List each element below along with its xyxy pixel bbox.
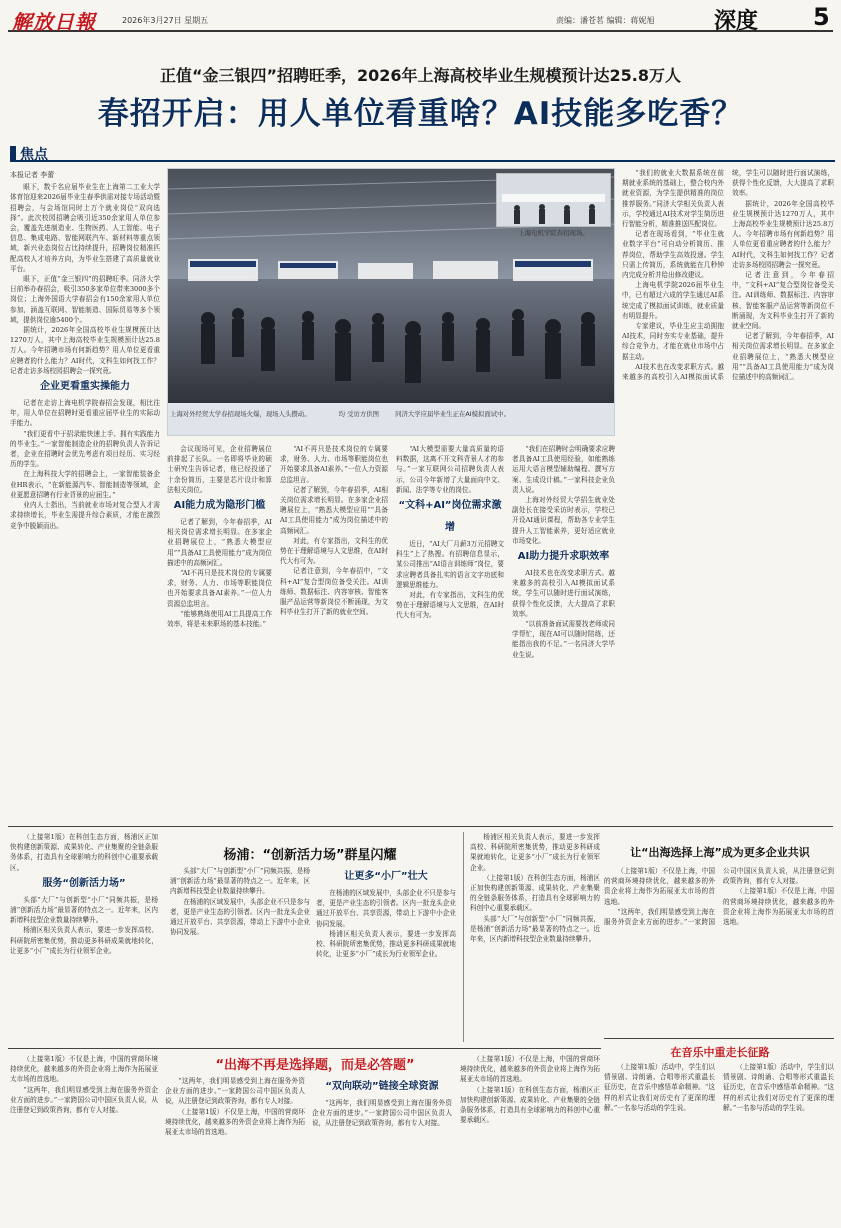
newspaper-logo: 解放日報 xyxy=(12,10,96,34)
lower-column-5 xyxy=(604,866,834,1038)
paragraph: “AI不再只是技术岗位的专属要求，财务、人力、市场等职能岗位也开始要求具备AI素养。”一位人力资源总监坦言。 xyxy=(167,569,272,608)
paragraph: 记者了解到，今年春招季，AI相关岗位需求增长明显。在多家企业招聘展位上，“熟悉大模型应用”“具备AI工具使用能力”成为岗位描述中的高频词汇。 xyxy=(167,518,272,567)
paragraph: 眼下，正值“金三银四”的招聘旺季。同济大学日前举办春招会，吸引350多家单位带来3000多个岗位；上海外国语大学春招会有150余家用人单位参加，涵盖互联网、智能制造、国际贸易等多个领域，提供岗位逾5400个。 xyxy=(10,275,160,324)
shanghai-overseas-headline: 让“出海选择上海”成为更多企业共识 xyxy=(630,846,810,859)
lower-divider xyxy=(8,1048,601,1049)
paragraph: “以前准备面试需要找老师或同学帮忙，现在AI可以随时陪练，还能指出我的不足。”一名同济大学毕业生说。 xyxy=(512,620,615,659)
paragraph: 记者在现场看到，“毕业生就业数字平台”可自动分析简历、推荐岗位，帮助学生高效投递。学生只需上传简历，系统就能在几秒钟内完成分析并给出修改建议。 xyxy=(622,230,724,280)
paragraph: 专家建议，毕业生应主动拥抱AI技术，同时夯实专业基础，提升综合竞争力，才能在就业市场中占据主动。 xyxy=(622,322,724,361)
paragraph: “我们更看中于招录能快速上手、拥有实践能力的毕业生。”一家智能制造企业的招聘负责人告诉记者，企业在招聘时会优先考虑有项目经历、实习经历的学生。 xyxy=(10,429,160,469)
paragraph: 上海电机学院2026届毕业生中，已有超过六成的学生通过AI系统完成了模拟面试训练，就业质量有明显提升。 xyxy=(622,281,724,320)
paragraph: AI技术也在改变求职方式。越来越多的高校引入AI模拟面试系统，学生可以随时进行面试演练，获得个性化反馈，大大提高了求职效率。 xyxy=(622,169,834,382)
photo-credit: 均 受访方供图 xyxy=(338,410,380,418)
paragraph: 在杨浦的区域发展中，头部企业不只是参与者，更是产业生态的引领者。区内一批龙头企业通过开放平台、共享资源，带动上下游中小企业协同发展。 xyxy=(170,897,310,937)
article-column-5 xyxy=(512,444,615,820)
paragraph: （上接第1版）不仅是上海，中国的营商环境持续优化，越来越多的外资企业将上海作为拓展亚太市场的首选地。 xyxy=(10,1055,158,1084)
paragraph: 杨浦区相关负责人表示，要进一步发挥高校、科研院所密集优势，推动更多科研成果就地转化，让更多“小厂”成长为行业领军企业。 xyxy=(10,926,158,955)
lower-column-7 xyxy=(165,1076,305,1226)
paragraph: 记者注意到，今年春招中，“文科+AI”复合型岗位备受关注。AI训练师、数据标注、内容审核、智能客服产品运营等新岗位不断涌现，为文科毕业生打开了新的就业空间。 xyxy=(732,271,834,331)
paragraph: “AI不再只是技术岗位的专属要求，财务、人力、市场等职能岗位也开始要求具备AI素养。”一位人力资源总监坦言。 xyxy=(280,445,388,484)
paragraph: （上接第1版）在科创生态方面，杨浦区正加快构建创新策源、成果转化、产业集聚的全链条服务体系，打造具有全球影响力的科创中心重要承载区。 xyxy=(460,1085,600,1125)
lower-column-1 xyxy=(10,832,158,1042)
paragraph: （上接第1版）不仅是上海，中国的营商环境持续优化，越来越多的外资企业将上海作为拓展亚太市场的首选地。 xyxy=(604,867,715,906)
byline: 本报记者 李蕾 xyxy=(10,171,55,179)
subheading-global: “双向联动”链接全球资源 xyxy=(325,1081,439,1092)
paragraph: （上接第1版）在科创生态方面，杨浦区正加快构建创新策源、成果转化、产业集聚的全链条服务体系，打造具有全球影响力的科创中心重要承载区。 xyxy=(10,833,158,872)
section-divider xyxy=(8,826,833,827)
subheading-small-factories: 让更多“小厂”壮大 xyxy=(344,871,428,882)
yangpu-headline: 杨浦：“创新活力场”群星闪耀 xyxy=(223,848,397,863)
photo-caption xyxy=(168,409,615,418)
article-column-6 xyxy=(622,168,834,820)
paragraph: AI技术也在改变求职方式。越来越多的高校引入AI模拟面试系统，学生可以随时进行面试演练，获得个性化反馈，大大提高了求职效率。 xyxy=(512,569,615,618)
article-headline: 春招开启：用人单位看重啥？AI技能多吃香？ xyxy=(97,96,744,132)
photo-caption-left: 上海对外经贸大学春招现场火爆，现场人头攒动。 xyxy=(170,410,311,418)
lower-column-4 xyxy=(470,832,600,1042)
paragraph: “这两年，我们明显感受到上海在服务外资企业方面的进步。”一家跨国公司中国区负责人说，从注册登记到政策咨询，都有专人对接。 xyxy=(312,1099,452,1128)
inset-photo-image xyxy=(497,174,610,226)
article-column-4 xyxy=(396,444,504,820)
paragraph: 记者了解到，今年春招季，AI相关岗位需求增长明显。在多家企业招聘展位上，“熟悉大模型应用”“具备AI工具使用能力”成为岗位描述中的高频词汇。 xyxy=(732,332,834,382)
lower-column-9 xyxy=(460,1054,600,1226)
paragraph: 杨浦区相关负责人表示，要进一步发挥高校、科研院所密集优势，推动更多科研成果就地转化，让更多“小厂”成长为行业领军企业。 xyxy=(316,929,456,959)
paragraph: 据统计，2026年全国高校毕业生规模预计达1270万人，其中上海高校毕业生规模预计达25.8万人。今年招聘市场有何新趋势？用人单位更看重应聘者的什么能力？AI时代，文科生如何找工作？记者走访多场校园招聘会一探究竟。 xyxy=(10,326,160,375)
focus-tag-label: 焦点 xyxy=(20,147,48,163)
paragraph: （上接第1版）在科创生态方面，杨浦区正加快构建创新策源、成果转化、产业集聚的全链条服务体系，打造具有全球影响力的科创中心重要承载区。 xyxy=(470,873,600,913)
lower-column-3 xyxy=(316,866,456,1042)
paragraph: （上接第1版）不仅是上海，中国的营商环境持续优化，越来越多的外资企业将上海作为拓展亚太市场的首选地。 xyxy=(723,887,834,927)
issue-date: 2026年3月27日 星期五 xyxy=(122,16,209,25)
paragraph: “AI大模型需要大量高质量的语料数据，这离不开文科背景人才的参与。”一家互联网公司招聘负责人表示，公司今年新增了大量面向中文、新闻、法学等专业的岗位。 xyxy=(396,445,504,494)
paragraph: 据统计，2026年全国高校毕业生规模预计达1270万人，其中上海高校毕业生规模预计达25.8万人。今年招聘市场有何新趋势？用人单位更看重应聘者的什么能力？AI时代，文科生如何找工作？记者走访多场校园招聘会一探究竟。 xyxy=(732,199,834,269)
paragraph: 眼下，数千名应届毕业生在上海第二工业大学体育馆迎来2026届毕业生春季供需对接专场活动暨招聘会，与会场馆同时上万个就业岗位“双向选择”。此次校园招聘会吸引近350余家用人单位参会，覆盖先进制造业、生物医药、人工智能、电子信息、集成电路、智能网联汽车、新材料等重点领域，新兴业态岗位占比持续提升，招聘岗位精准匹配高校人才培养方向，为毕业生搭建了高质量就业平台。 xyxy=(10,183,160,273)
paragraph: 对此，有专家指出，文科生的优势在于理解语境与人文思维，在AI时代大有可为。 xyxy=(396,591,504,620)
inset-photo xyxy=(496,173,611,227)
subheading-liberal-arts-ai: “文科+AI”岗位需求激增 xyxy=(398,500,502,534)
paragraph: 记者在走访上海电机学院春招会发现，相比往年，用人单位在招聘时更看重应届毕业生的实际动手能力。 xyxy=(10,399,160,428)
subheading-ai-threshold: AI能力成为隐形门槛 xyxy=(173,500,266,512)
lower-column-2 xyxy=(170,866,310,1042)
paragraph: “这两年，我们明显感受到上海在服务外资企业方面的进步。”一家跨国公司中国区负责人说，从注册登记到政策咨询，都有专人对接。 xyxy=(10,1085,158,1115)
paragraph: 头部“大厂”与创新型“小厂”同频共振，是杨浦“创新活力场”最显著的特点之一。近年来，区内新增科技型企业数量持续攀升。 xyxy=(170,867,310,896)
paragraph: 头部“大厂”与创新型“小厂”同频共振，是杨浦“创新活力场”最显著的特点之一。近年来，区内新增科技型企业数量持续攀升。 xyxy=(10,895,158,925)
section-name: 深度 xyxy=(714,9,759,34)
photo-caption-right: 同济大学应届毕业生正在AI模拟面试中。 xyxy=(395,410,510,418)
paragraph: 近日，“AI大厂月薪3万元招聘文科生”上了热搜。有招聘信息显示，某公司推出“AI语言训练师”岗位，要求应聘者具备扎实的语言文字功底和逻辑思维能力。 xyxy=(396,540,504,589)
paragraph: 业内人士指出，当前就业市场对复合型人才需求持续增长，毕业生需提升综合素质，才能在激烈竞争中脱颖而出。 xyxy=(10,501,160,530)
paragraph: “我们的就业大数据系统在前期就业系统的基础上，整合校内外就业资源，为学生提供精准的岗位推荐服务。”同济大学相关负责人表示，学校通过AI技术对学生简历进行智能分析，精准推送匹配岗位。 xyxy=(622,169,724,229)
paragraph: “这两年，我们明显感受到上海在服务外资企业方面的进步。”一家跨国公司中国区负责人说，从注册登记到政策咨询，都有专人对接。 xyxy=(165,1077,305,1106)
column-rule xyxy=(463,832,464,1042)
lower-column-8 xyxy=(312,1076,452,1226)
inset-photo-caption: 上海电机学院春招现场。 xyxy=(518,229,589,237)
paragraph: 会议现场可见，企业招聘展位前排起了长队。一名即将毕业的硕士研究生告诉记者，他已经投递了十余份简历，主要是芯片设计和算法相关岗位。 xyxy=(167,445,272,494)
paragraph: 上海对外经贸大学招生就业处副处长在接受采访时表示，学校已开设AI通识课程，帮助各专业学生提升人工智能素养，更好适应就业市场变化。 xyxy=(512,496,615,545)
paragraph: “我们在招聘时会明确要求应聘者具备AI工具使用经验，如能熟练运用大语言模型辅助编程、撰写方案、生成设计稿。”一家科技企业负责人说。 xyxy=(512,445,615,494)
paragraph: “这两年，我们明显感受到上海在服务外资企业方面的进步。”一家跨国公司中国区负责人说，从注册登记到政策咨询，都有专人对接。 xyxy=(604,867,834,927)
right-divider xyxy=(604,1038,834,1039)
page-number: 5 xyxy=(813,3,830,31)
paragraph: （上接第1版）不仅是上海，中国的营商环境持续优化，越来越多的外资企业将上海作为拓展亚太市场的首选地。 xyxy=(460,1055,600,1084)
paragraph: （上接第1版）不仅是上海，中国的营商环境持续优化，越来越多的外资企业将上海作为拓展亚太市场的首选地。 xyxy=(165,1107,305,1137)
subheading-practical: 企业更看重实操能力 xyxy=(40,381,130,393)
focus-section-tag xyxy=(10,144,835,162)
paragraph: （上接第1版）活动中，学生们以情景剧、诗朗诵、合唱等形式重温长征历史，在音乐中感悟革命精神。“这样的形式让我们对历史有了更深的理解。”一名参与活动的学生说。 xyxy=(723,1063,834,1112)
paragraph: （上接第1版）活动中，学生们以情景剧、诗朗诵、合唱等形式重温长征历史，在音乐中感悟革命精神。“这样的形式让我们对历史有了更深的理解。”一名参与活动的学生说。 xyxy=(604,1063,715,1112)
paragraph: 记者注意到，今年春招中，“文科+AI”复合型岗位备受关注。AI训练师、数据标注、内容审核、智能客服产品运营等新岗位不断涌现，为文科毕业生打开了新的就业空间。 xyxy=(280,567,388,617)
subheading-ai-efficiency: AI助力提升求职效率 xyxy=(517,551,610,563)
paragraph: 在上海科技大学的招聘会上，一家智能装备企业HR表示，“在新能源汽车、智能制造等领域，企业更愿意招聘有行业背景的应届生。” xyxy=(10,470,160,499)
music-longmarch-headline: 在音乐中重走长征路 xyxy=(670,1046,770,1059)
article-column-1 xyxy=(10,170,160,820)
article-kicker: 正值“金三银四”招聘旺季，2026年上海高校毕业生规模预计达25.8万人 xyxy=(159,66,682,85)
paragraph: “能够熟练使用AI工具提高工作效率，将是未来职场的基本技能。” xyxy=(167,609,272,629)
lower-column-6 xyxy=(10,1054,158,1226)
article-column-2 xyxy=(167,444,272,820)
paragraph: 对此，有专家指出，文科生的优势在于理解语境与人文思维，在AI时代大有可为。 xyxy=(280,536,388,566)
subheading-service: 服务“创新活力场” xyxy=(42,877,126,889)
paragraph: 记者了解到，今年春招季，AI相关岗位需求增长明显。在多家企业招聘展位上，“熟悉大模型应用”“具备AI工具使用能力”成为岗位描述中的高频词汇。 xyxy=(280,485,388,535)
masthead xyxy=(8,3,833,34)
editor-credit: 责编：潘苍茗 编辑：蒋妮旭 xyxy=(556,16,655,25)
paragraph: 杨浦区相关负责人表示，要进一步发挥高校、科研院所密集优势，推动更多科研成果就地转化，让更多“小厂”成长为行业领军企业。 xyxy=(470,833,600,872)
lower-column-10 xyxy=(604,1062,834,1226)
paragraph: 在杨浦的区域发展中，头部企业不只是参与者，更是产业生态的引领者。区内一批龙头企业通过开放平台、共享资源，带动上下游中小企业协同发展。 xyxy=(316,889,456,928)
paragraph: 头部“大厂”与创新型“小厂”同频共振，是杨浦“创新活力场”最显著的特点之一。近年来，区内新增科技型企业数量持续攀升。 xyxy=(470,914,600,944)
article-column-3 xyxy=(280,444,388,820)
focus-tag-bar xyxy=(10,146,16,160)
overseas-headline: “出海不再是选择题，而是必答题” xyxy=(215,1058,415,1073)
